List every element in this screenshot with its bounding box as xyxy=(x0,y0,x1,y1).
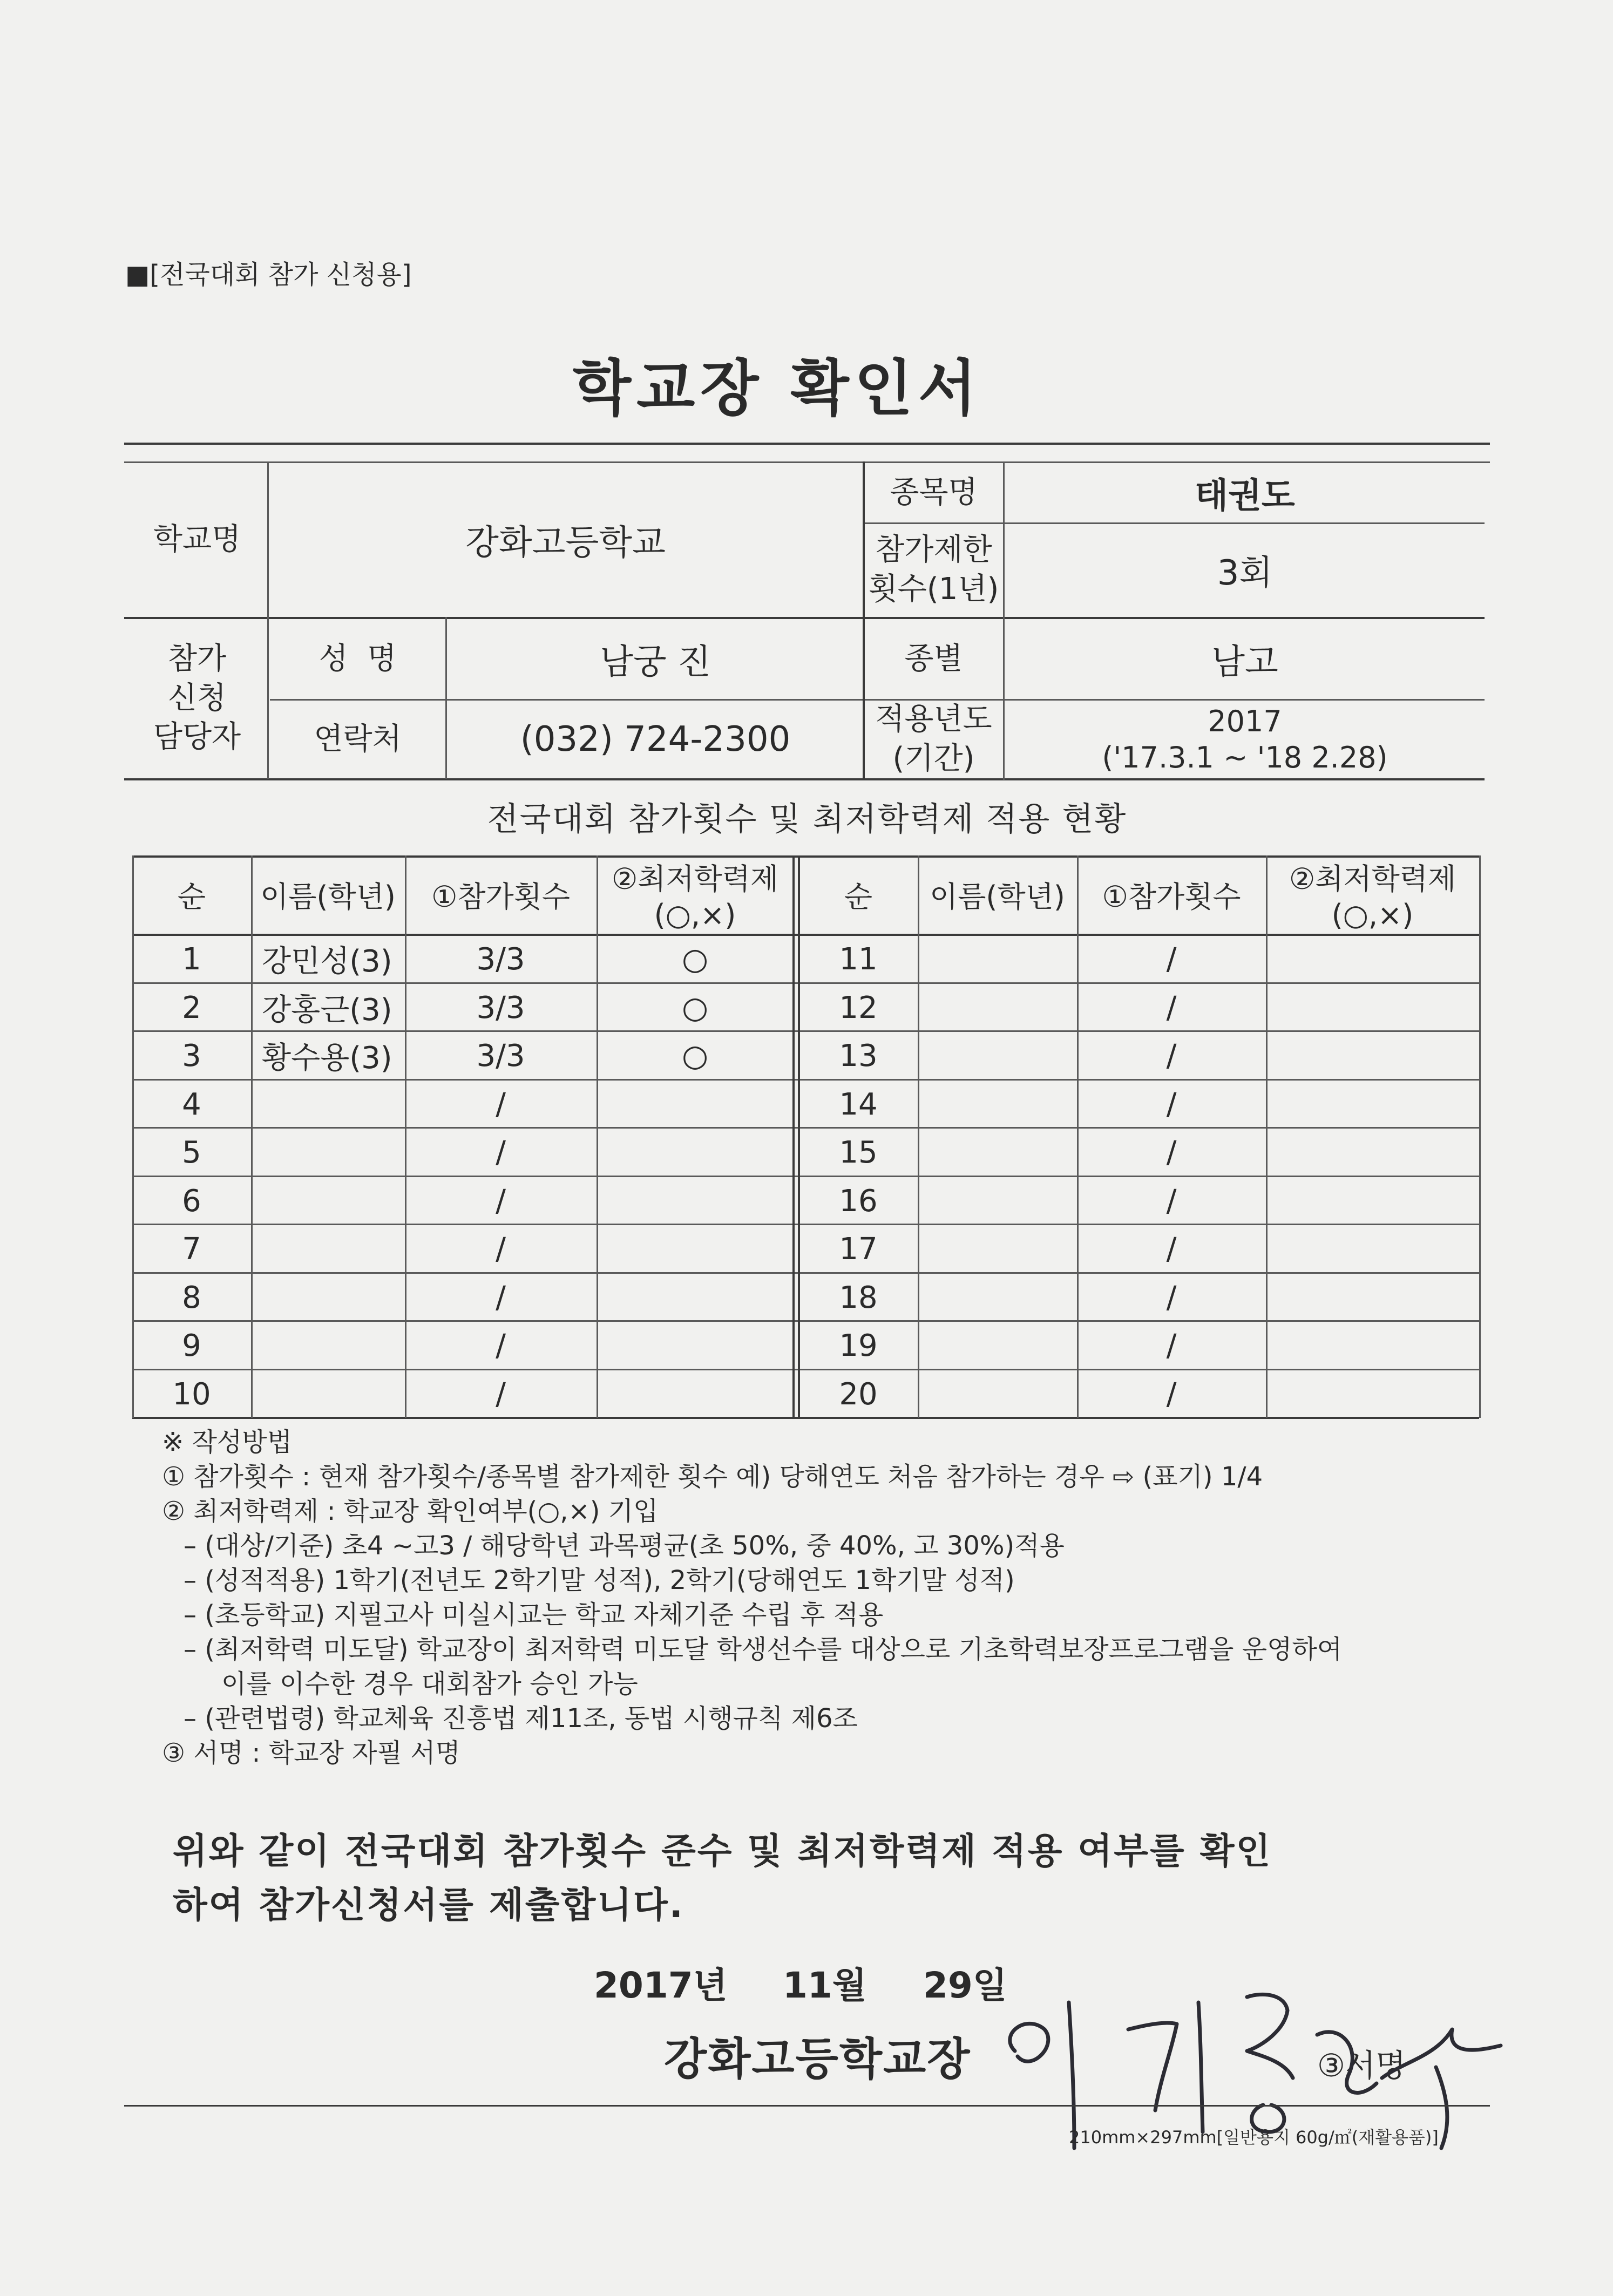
year-value xyxy=(1005,701,1485,778)
method-line-5: – (초등학교) 지필고사 미실시교는 학교 자체기준 수립 후 적용 xyxy=(184,1600,884,1630)
date-month: 11월 xyxy=(783,1965,867,2006)
right-cell-count: / xyxy=(1166,1183,1177,1219)
status-title: 전국대회 참가횟수 및 최저학력제 적용 현황 xyxy=(487,800,1127,838)
right-cell-name xyxy=(918,1370,1077,1418)
limit-label-line1: 참가제한 xyxy=(875,532,992,568)
right-cell-count: / xyxy=(1166,1328,1177,1363)
left-cell-min xyxy=(597,1273,794,1322)
left-cell-name xyxy=(251,1321,405,1370)
right-cell-name xyxy=(918,1273,1077,1322)
name-value: 남궁 진 xyxy=(600,642,711,682)
right-cell-count: / xyxy=(1166,1231,1177,1267)
right-cell-count: / xyxy=(1166,1086,1177,1122)
left-cell-no: 3 xyxy=(182,1038,201,1074)
left-cell-name xyxy=(251,1225,405,1273)
left-cell-count: 3/3 xyxy=(476,990,525,1025)
left-cell-min xyxy=(597,1321,794,1370)
left-cell-count: / xyxy=(496,1376,506,1412)
left-cell-name xyxy=(251,1273,405,1322)
right-cell-name xyxy=(918,1080,1077,1129)
right-cell-no: 18 xyxy=(839,1280,878,1315)
year-label-line2: (기간) xyxy=(892,741,975,776)
right-cell-name xyxy=(918,1321,1077,1370)
left-cell-name: 강홍근(3) xyxy=(262,993,392,1028)
contact-label: 연락처 xyxy=(314,721,402,757)
left-cell-no: 10 xyxy=(172,1376,211,1412)
left-cell-no: 5 xyxy=(182,1135,201,1170)
right-cell-min xyxy=(1266,1177,1479,1225)
left-cell-min xyxy=(597,1370,794,1418)
method-line-7: 이를 이수한 경우 대회참가 승인 가능 xyxy=(221,1669,638,1699)
category-label: 종별 xyxy=(904,641,963,676)
left-cell-count: / xyxy=(496,1231,506,1267)
year-label-line1: 적용년도 xyxy=(875,702,992,737)
right-cell-min xyxy=(1266,1321,1479,1370)
right-cell-name xyxy=(918,1031,1077,1080)
right-cell-no: 14 xyxy=(839,1086,878,1122)
right-cell-count: / xyxy=(1166,1038,1177,1074)
right-cell-count: / xyxy=(1166,1376,1177,1412)
left-cell-min xyxy=(597,1128,794,1177)
right-cell-name xyxy=(918,1177,1077,1225)
left-cell-no: 1 xyxy=(182,941,201,977)
header-name-right: 이름(학년) xyxy=(930,880,1065,914)
right-cell-no: 12 xyxy=(839,990,878,1025)
date-day: 29일 xyxy=(923,1965,1007,2006)
confirmation-line-2: 하여 참가신청서를 제출합니다. xyxy=(173,1884,684,1926)
left-cell-name: 강민성(3) xyxy=(262,944,392,979)
left-cell-name xyxy=(251,1128,405,1177)
limit-value: 3회 xyxy=(1217,553,1273,593)
method-line-3: – (대상/기준) 초4 ~고3 / 해당학년 과목평균(초 50%, 중 40%, 고 30%)적용 xyxy=(184,1531,1065,1561)
right-cell-no: 20 xyxy=(839,1376,878,1412)
right-cell-count: / xyxy=(1166,1135,1177,1170)
right-cell-min xyxy=(1266,983,1479,1032)
left-cell-count: / xyxy=(496,1183,506,1219)
method-line-8: – (관련법령) 학교체육 진흥법 제11조, 동법 시행규칙 제6조 xyxy=(184,1703,858,1734)
paper-spec: 210mm×297mm[일반용지 60g/㎡(재활용품)] xyxy=(1069,2127,1439,2148)
category-value: 남고 xyxy=(1211,642,1278,682)
left-cell-count: / xyxy=(496,1086,506,1122)
right-cell-min xyxy=(1266,1080,1479,1129)
method-line-6: – (최저학력 미도달) 학교장이 최저학력 미도달 학생선수를 대상으로 기초학력보장프로그램을 운영하여 xyxy=(184,1634,1343,1665)
header-min-left-line1: ②최저학력제 xyxy=(611,861,779,896)
header-no-right: 순 xyxy=(844,880,873,914)
document-tag: ■[전국대회 참가 신청용] xyxy=(125,260,412,290)
person-label xyxy=(127,620,267,777)
left-cell-count: / xyxy=(496,1135,506,1170)
left-cell-no: 6 xyxy=(182,1183,201,1219)
confirmation-line-1: 위와 같이 전국대회 참가횟수 준수 및 최저학력제 적용 여부를 확인 xyxy=(173,1830,1272,1872)
left-cell-min: ○ xyxy=(682,990,708,1025)
right-cell-min xyxy=(1266,1031,1479,1080)
contact-value: (032) 724-2300 xyxy=(520,719,791,759)
person-label-line2: 신청 xyxy=(167,680,227,716)
year-value-line1: 2017 xyxy=(1208,704,1282,738)
header-min-left-line2: (○,×) xyxy=(654,898,736,932)
left-cell-count: / xyxy=(496,1328,506,1363)
limit-label xyxy=(865,525,1002,615)
left-cell-no: 9 xyxy=(182,1328,201,1363)
left-cell-no: 4 xyxy=(182,1086,201,1122)
right-cell-no: 16 xyxy=(839,1183,878,1219)
method-line-4: – (성적적용) 1학기(전년도 2학기말 성적), 2학기(당해연도 1학기말 성적) xyxy=(184,1565,1015,1595)
event-value: 태권도 xyxy=(1195,476,1295,516)
right-cell-count: / xyxy=(1166,990,1177,1025)
right-cell-min xyxy=(1266,1128,1479,1177)
right-cell-no: 13 xyxy=(839,1038,878,1074)
date-year: 2017년 xyxy=(594,1965,728,2006)
method-line-9: ③ 서명 : 학교장 자필 서명 xyxy=(162,1738,460,1768)
left-cell-min xyxy=(597,1080,794,1129)
right-cell-min xyxy=(1266,1370,1479,1418)
left-cell-count: 3/3 xyxy=(476,1038,525,1074)
left-cell-no: 8 xyxy=(182,1280,201,1315)
right-cell-min xyxy=(1266,935,1479,983)
confirmation-statement xyxy=(173,1824,1272,1932)
right-cell-name xyxy=(918,1128,1077,1177)
left-cell-name xyxy=(251,1370,405,1418)
method-heading: ※ 작성방법 xyxy=(162,1427,292,1457)
principal-name: 강화고등학교장 xyxy=(664,2034,971,2085)
left-cell-count: 3/3 xyxy=(476,941,525,977)
right-cell-min xyxy=(1266,1273,1479,1322)
right-cell-name xyxy=(918,935,1077,983)
left-cell-min xyxy=(597,1225,794,1273)
year-label xyxy=(865,701,1002,778)
right-cell-no: 17 xyxy=(839,1231,878,1267)
left-cell-min: ○ xyxy=(682,1038,708,1074)
left-cell-no: 7 xyxy=(182,1231,201,1267)
right-cell-no: 15 xyxy=(839,1135,878,1170)
left-cell-count: / xyxy=(496,1280,506,1315)
header-count-left: ①참가횟수 xyxy=(431,880,571,914)
person-label-line3: 담당자 xyxy=(153,719,241,755)
name-label: 성 명 xyxy=(318,641,397,676)
right-cell-no: 11 xyxy=(839,941,878,977)
header-count-right: ①참가횟수 xyxy=(1102,880,1241,914)
method-line-2: ② 최저학력제 : 학교장 확인여부(○,×) 기입 xyxy=(162,1496,659,1526)
left-cell-no: 2 xyxy=(182,990,201,1025)
left-cell-min: ○ xyxy=(682,941,708,977)
left-cell-min xyxy=(597,1177,794,1225)
header-min-right xyxy=(1266,859,1479,935)
left-cell-name: 황수용(3) xyxy=(262,1041,392,1076)
right-cell-name xyxy=(918,983,1077,1032)
left-cell-name xyxy=(251,1080,405,1129)
document-title: 학교장 확인서 xyxy=(572,354,982,424)
table-rule xyxy=(132,855,1479,858)
header-min-left xyxy=(597,859,794,935)
year-value-line2: ('17.3.1 ~ '18 2.28) xyxy=(1102,741,1388,775)
left-cell-name xyxy=(251,1177,405,1225)
right-cell-name xyxy=(918,1225,1077,1273)
writing-method xyxy=(162,1425,1342,1770)
header-min-right-line2: (○,×) xyxy=(1331,898,1414,932)
method-line-1: ① 참가횟수 : 현재 참가횟수/종목별 참가제한 횟수 예) 당해연도 처음 참가하는 경우 ⇨ (표기) 1/4 xyxy=(162,1462,1263,1492)
table-rule xyxy=(1479,855,1481,1418)
right-cell-min xyxy=(1266,1225,1479,1273)
limit-label-line2: 횟수(1년) xyxy=(868,572,999,607)
right-cell-count: / xyxy=(1166,941,1177,977)
school-label: 학교명 xyxy=(153,521,241,557)
person-label-line1: 참가 xyxy=(167,641,227,676)
sign-mark: ③서명 xyxy=(1317,2047,1406,2084)
right-cell-count: / xyxy=(1166,1280,1177,1315)
school-value: 강화고등학교 xyxy=(465,523,666,563)
right-cell-no: 19 xyxy=(839,1328,878,1363)
header-name-left: 이름(학년) xyxy=(260,880,396,914)
header-no-left: 순 xyxy=(177,880,206,914)
event-label: 종목명 xyxy=(890,474,978,510)
header-min-right-line1: ②최저학력제 xyxy=(1289,861,1456,896)
